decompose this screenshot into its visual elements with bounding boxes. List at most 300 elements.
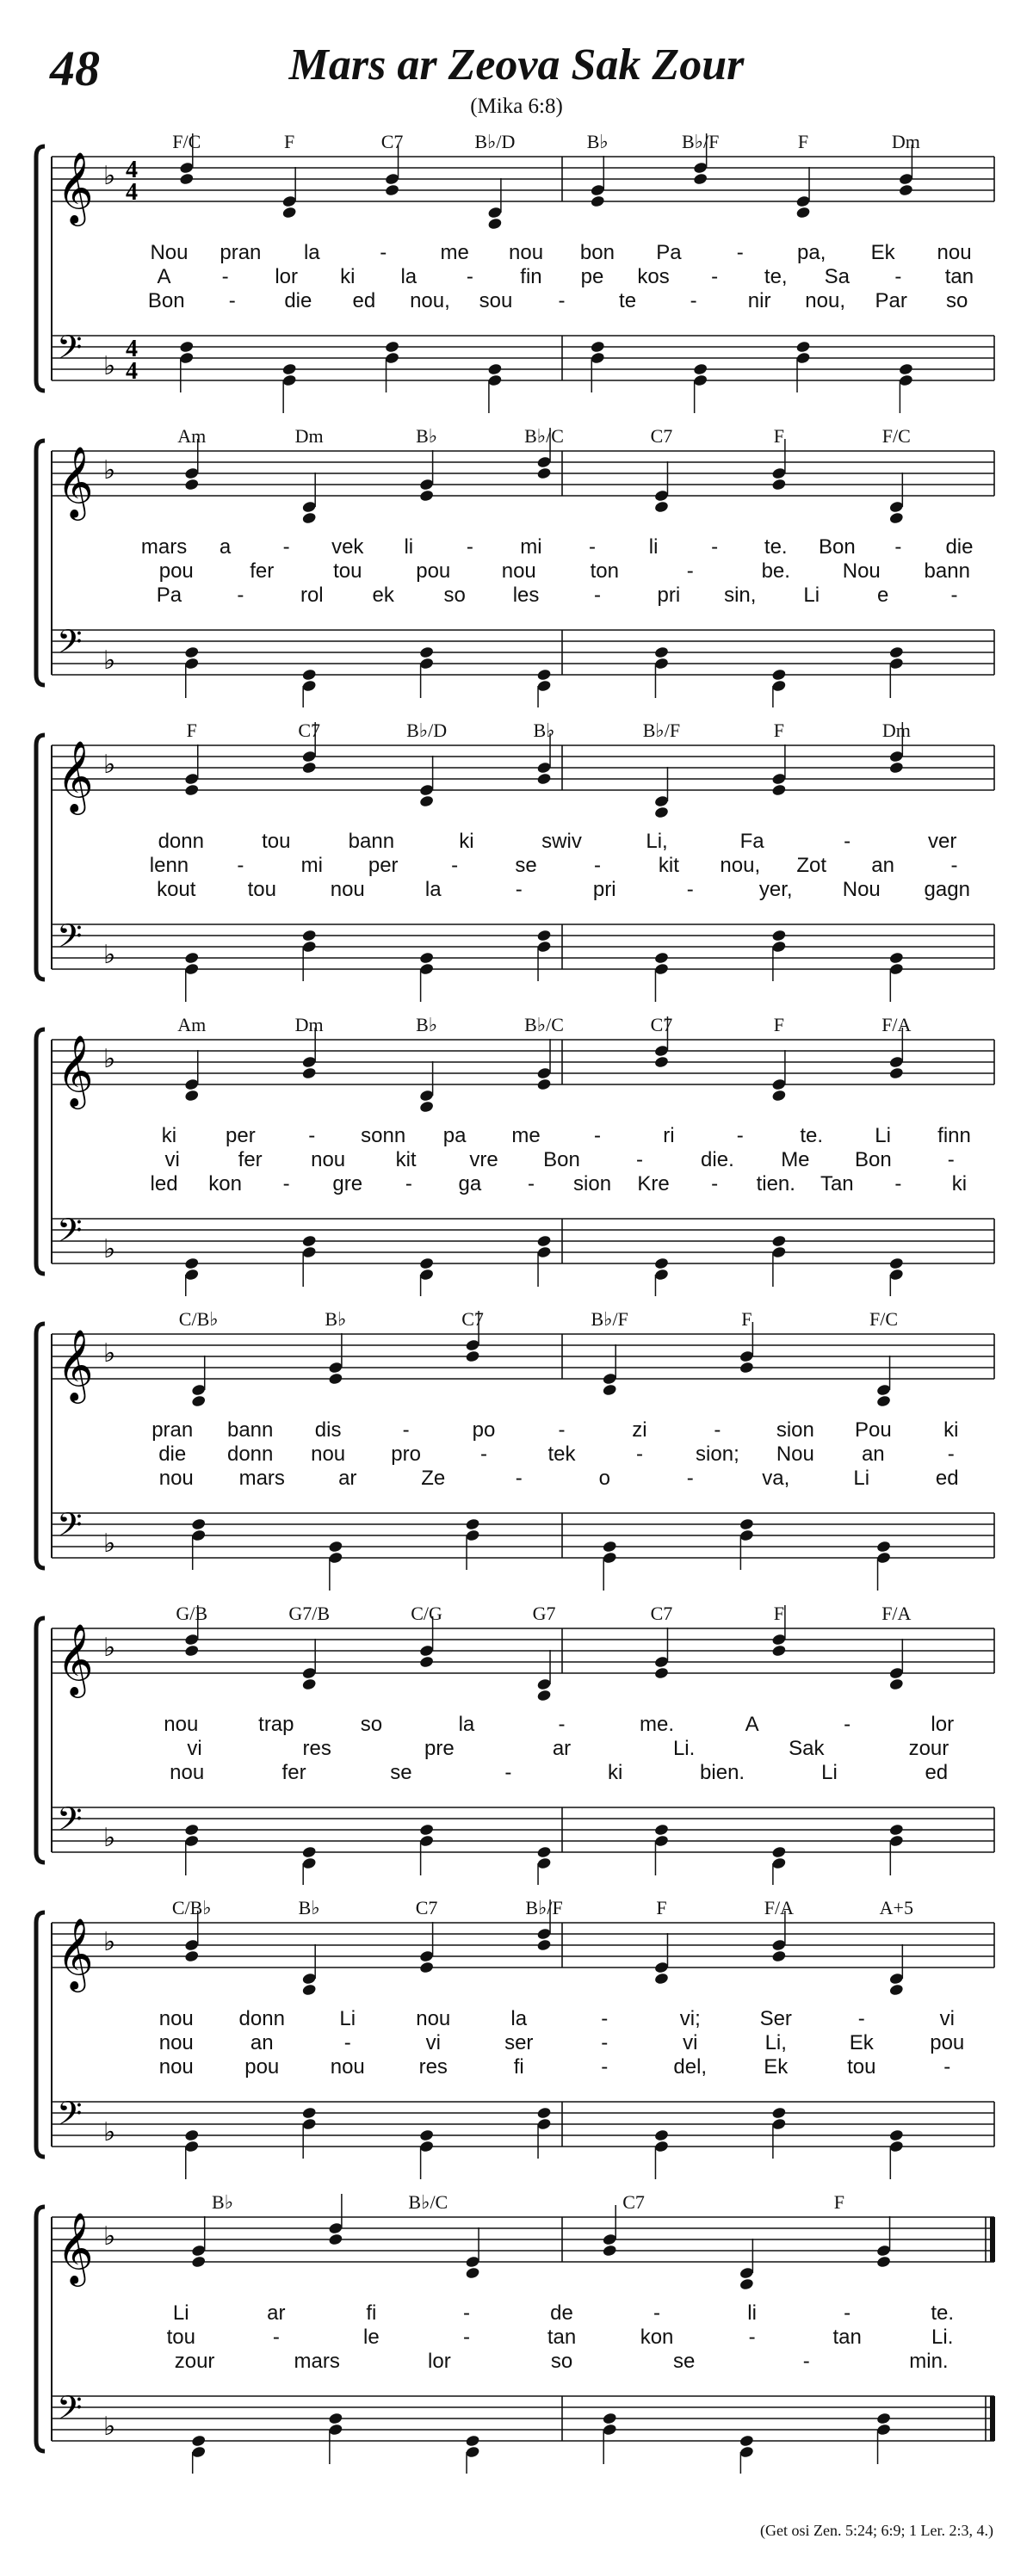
lyric-syllable: Bon (854, 1148, 892, 1171)
lyric-syllable: - (593, 584, 601, 607)
bass-clef-icon: 𝄢 (57, 1800, 83, 1846)
key-signature-flat-icon: ♭ (103, 1338, 116, 1368)
lyric-syllable: Li (853, 1467, 870, 1490)
lyric-syllable: Bon (818, 535, 856, 559)
lyric-syllable: trap (258, 1713, 294, 1736)
lyric-syllable: fer (238, 1148, 263, 1171)
chord-symbol: B♭ (533, 720, 555, 741)
lyric-syllable: kon (640, 2326, 674, 2349)
note-head (654, 1972, 670, 1985)
lyric-syllable: fi (366, 2301, 377, 2325)
lyric-syllable: tan (547, 2326, 577, 2349)
hymn-number: 48 (50, 40, 100, 96)
note-head (301, 511, 317, 524)
lyric-syllable: - (228, 289, 236, 312)
lyric-syllable: vi (187, 1737, 202, 1760)
key-signature-flat-icon: ♭ (103, 2117, 116, 2147)
lyric-syllable: pe (580, 265, 604, 288)
bass-clef-icon: 𝄢 (57, 1211, 83, 1257)
lyric-syllable: - (943, 2055, 951, 2079)
chord-symbol: F (773, 1014, 785, 1035)
lyric-syllable: pou (930, 2031, 965, 2054)
note-head (693, 172, 708, 185)
staff-system (0, 2181, 1033, 2474)
lyric-syllable: mars (140, 535, 188, 559)
lyric-syllable: gre (332, 1172, 363, 1195)
lyric-syllable: me (511, 1124, 541, 1147)
key-signature-flat-icon: ♭ (103, 940, 116, 970)
lyric-syllable: - (736, 1124, 744, 1147)
lyric-syllable: ri (663, 1124, 675, 1147)
lyric-syllable: - (601, 2055, 609, 2079)
lyric-syllable: me. (640, 1713, 675, 1736)
treble-clef-icon: 𝄞 (57, 1622, 94, 1695)
lyric-syllable: zour (174, 2350, 215, 2373)
lyric-syllable: nou (330, 2055, 365, 2079)
lyric-syllable: te. (800, 1124, 824, 1147)
note-head (191, 1394, 207, 1407)
note-head (419, 951, 435, 964)
lyric-syllable: donn (158, 830, 204, 853)
lyric-syllable: A (157, 265, 171, 288)
key-signature-flat-icon: ♭ (103, 1927, 116, 1957)
chord-symbol: F (797, 131, 809, 152)
note-head (795, 206, 811, 219)
lyric-syllable: res (418, 2055, 448, 2079)
chord-symbol: B♭ (212, 2191, 234, 2213)
chord-symbol: B♭ (325, 1308, 347, 1330)
lyric-syllable: die (158, 1442, 187, 1466)
key-signature-flat-icon: ♭ (103, 351, 116, 381)
lyric-syllable: tou (847, 2055, 876, 2079)
note-head (536, 772, 552, 785)
staff-system (0, 1592, 1033, 1885)
lyric-syllable: tou (247, 878, 276, 901)
lyric-syllable: vek (331, 535, 364, 559)
chord-symbol: Dm (294, 1014, 324, 1035)
lyric-syllable: A (745, 1713, 759, 1736)
lyric-syllable: Li, (764, 2031, 787, 2054)
note-head (301, 2106, 317, 2119)
lyric-syllable: ver (928, 830, 957, 853)
note-head (281, 362, 297, 375)
music-system (0, 120, 1033, 413)
lyric-syllable: - (894, 1172, 902, 1195)
lyric-syllable: nou (416, 2007, 451, 2030)
lyric-syllable: - (947, 1148, 955, 1171)
note-head (888, 1257, 904, 1269)
lyric-syllable: - (690, 289, 697, 312)
bass-staff (52, 1211, 994, 1264)
system-bracket (36, 146, 45, 391)
lyric-syllable: - (405, 1172, 412, 1195)
note-head (590, 195, 605, 207)
lyric-syllable: - (343, 2031, 351, 2054)
chord-symbol: B♭/F (642, 720, 681, 741)
note-head (419, 1100, 435, 1113)
lyric-syllable: vi (683, 2031, 698, 2054)
note-head (876, 2255, 892, 2268)
lyric-syllable: pa (442, 1124, 467, 1147)
lyric-syllable: sou (479, 289, 513, 312)
lyric-syllable: lenn (149, 854, 189, 877)
note-head (301, 1234, 317, 1247)
lyric-syllable: lor (931, 1713, 955, 1736)
lyric-syllable: - (950, 854, 958, 877)
chord-symbol: F (186, 720, 197, 741)
lyric-syllable: bann (226, 1418, 274, 1442)
lyric-syllable: ki (951, 1172, 968, 1195)
note-head (184, 783, 200, 796)
lyric-syllable: - (527, 1172, 535, 1195)
chord-symbol: G7 (532, 1603, 556, 1624)
music-system (0, 1592, 1033, 1885)
lyric-syllable: sonn (361, 1124, 406, 1147)
lyric-syllable: Nou (842, 878, 881, 901)
time-signature-top: 4 (126, 157, 138, 183)
lyric-syllable: lor (428, 2350, 451, 2373)
lyric-syllable: - (714, 1418, 721, 1442)
lyric-syllable: - (736, 241, 744, 264)
lyric-syllable: nou (509, 241, 544, 264)
treble-clef-icon: 𝄞 (57, 1328, 94, 1400)
chord-symbol: B♭/C (524, 425, 564, 447)
lyric-syllable: pri (657, 584, 681, 607)
note-head (888, 951, 904, 964)
lyric-syllable: - (308, 1124, 316, 1147)
lyric-syllable: ar (338, 1467, 357, 1490)
note-head (465, 1517, 480, 1530)
note-head (536, 1078, 552, 1090)
lyric-syllable: te. (931, 2301, 955, 2325)
note-head (876, 1540, 892, 1553)
note-head (465, 2434, 480, 2447)
lyric-syllable: - (686, 1467, 694, 1490)
chord-symbol: C7 (461, 1308, 484, 1330)
lyric-syllable: kit (658, 854, 679, 877)
lyric-syllable: - (462, 2301, 470, 2325)
key-signature-flat-icon: ♭ (103, 1044, 116, 1074)
lyric-syllable: vre (469, 1148, 498, 1171)
lyric-syllable: de (550, 2301, 573, 2325)
lyric-syllable: yer, (758, 878, 793, 901)
lyric-syllable: mi (520, 535, 542, 559)
treble-clef-icon: 𝄞 (57, 739, 94, 812)
chord-symbol: F (773, 1603, 785, 1624)
treble-clef-icon: 𝄞 (57, 2211, 94, 2283)
lyric-syllable: pou (416, 559, 451, 583)
lyric-syllable: kos (637, 265, 670, 288)
chord-symbol: C7 (650, 1603, 673, 1624)
staff-system (0, 120, 1033, 413)
lyric-syllable: la (510, 2007, 528, 2030)
lyric-syllable: nou, (720, 854, 761, 877)
note-head (888, 1066, 904, 1079)
note-head (771, 1845, 787, 1858)
lyric-syllable: zi (632, 1418, 647, 1442)
chord-symbol: B♭ (416, 425, 438, 447)
lyric-syllable: die (284, 289, 312, 312)
note-head (602, 2244, 617, 2257)
lyric-syllable: Bon (147, 289, 185, 312)
lyric-syllable: li (648, 535, 659, 559)
lyric-syllable: - (653, 2301, 661, 2325)
note-head (328, 2233, 343, 2246)
note-head (419, 1257, 435, 1269)
note-head (654, 1055, 670, 1068)
lyric-syllable: Li (339, 2007, 356, 2030)
lyric-syllable: ek (372, 584, 394, 607)
note-head (487, 362, 503, 375)
key-signature-flat-icon: ♭ (103, 1529, 116, 1559)
lyric-syllable: donn (226, 1442, 274, 1466)
lyric-syllable: bann (924, 559, 970, 583)
lyric-syllable: Bon (543, 1148, 580, 1171)
lyric-syllable: le (363, 2326, 380, 2349)
chord-symbol: F (656, 1897, 667, 1918)
lyric-syllable: dis (314, 1418, 342, 1442)
note-head (771, 929, 787, 942)
note-head (771, 1089, 787, 1102)
lyric-syllable: pran (152, 1418, 194, 1442)
lyric-syllable: - (593, 1124, 601, 1147)
lyric-syllable: pre (424, 1737, 455, 1760)
note-head (184, 1089, 200, 1102)
lyric-syllable: bien. (700, 1761, 745, 1784)
lyric-syllable: Pa (656, 241, 682, 264)
chord-symbol: F (741, 1308, 752, 1330)
lyric-syllable: - (635, 1148, 643, 1171)
note-head (419, 646, 435, 658)
lyric-syllable: - (558, 289, 566, 312)
lyric-syllable: tan (944, 265, 974, 288)
lyric-syllable: li (404, 535, 414, 559)
lyric-syllable: pa, (797, 241, 826, 264)
note-head (179, 340, 195, 353)
chord-symbol: F (284, 131, 295, 152)
system-bracket (36, 441, 45, 685)
lyric-syllable: - (844, 830, 851, 853)
note-head (191, 2434, 207, 2447)
chord-symbol: C/G (411, 1603, 442, 1624)
chord-symbol: Dm (891, 131, 920, 152)
lyric-syllable: nou (164, 1713, 199, 1736)
lyric-syllable: Kre (637, 1172, 670, 1195)
lyric-syllable: so (360, 1713, 383, 1736)
lyric-syllable: - (711, 1172, 719, 1195)
note-head (693, 362, 708, 375)
system-bracket (36, 2207, 45, 2451)
lyric-syllable: sion; (696, 1442, 739, 1466)
lyric-syllable: Nou (150, 241, 189, 264)
lyric-syllable: Par (875, 289, 907, 312)
lyric-syllable: te. (764, 535, 788, 559)
lyric-syllable: die (945, 535, 974, 559)
lyric-syllable: - (844, 1713, 851, 1736)
note-head (419, 1961, 435, 1974)
note-head (301, 1066, 317, 1079)
lyric-syllable: - (635, 1442, 643, 1466)
lyric-syllable: - (466, 535, 473, 559)
lyric-syllable: pou (158, 559, 194, 583)
chord-symbol: F (773, 425, 785, 447)
lyric-syllable: - (593, 854, 601, 877)
chord-symbol: C/B♭ (178, 1308, 219, 1330)
lyric-syllable: Li. (931, 2326, 954, 2349)
lyric-syllable: nou (158, 2055, 194, 2079)
lyric-syllable: Nou (776, 1442, 814, 1466)
lyric-syllable: vi; (679, 2007, 701, 2030)
bass-clef-icon: 𝄢 (57, 622, 83, 669)
note-head (419, 1823, 435, 1836)
chord-symbol: C7 (298, 720, 321, 741)
note-head (876, 2412, 892, 2425)
lyric-syllable: tan (832, 2326, 862, 2349)
lyric-syllable: nir (747, 289, 771, 312)
lyric-syllable: - (947, 1442, 955, 1466)
chord-symbol: Dm (881, 720, 911, 741)
chord-symbol: F/C (881, 425, 911, 447)
note-head (888, 1677, 904, 1690)
bass-staff (52, 328, 994, 385)
bass-clef-icon: 𝄢 (57, 1505, 83, 1552)
lyric-syllable: ar (552, 1737, 572, 1760)
bass-clef-icon: 𝄢 (57, 328, 83, 374)
note-head (487, 217, 503, 230)
chord-symbol: B♭/C (524, 1014, 564, 1035)
chord-symbol: B♭ (586, 131, 609, 152)
lyric-syllable: - (686, 878, 694, 901)
note-head (654, 500, 670, 513)
note-head (888, 2128, 904, 2141)
note-head (301, 1845, 317, 1858)
chord-symbol: B♭/D (406, 720, 448, 741)
lyric-syllable: ar (267, 2301, 286, 2325)
lyric-syllable: Ek (764, 2055, 789, 2079)
system-bracket (36, 1912, 45, 2157)
note-head (536, 1938, 552, 1951)
lyric-syllable: va, (762, 1467, 790, 1490)
system-bracket (36, 1618, 45, 1863)
note-head (184, 2128, 200, 2141)
treble-staff (52, 2211, 994, 2287)
lyric-syllable: - (950, 584, 958, 607)
key-signature-flat-icon: ♭ (103, 1633, 116, 1663)
note-head (191, 1517, 207, 1530)
lyric-syllable: la (458, 1713, 475, 1736)
lyric-syllable: fi (513, 2055, 524, 2079)
lyric-syllable: Li. (672, 1737, 696, 1760)
lyric-syllable: donn (238, 2007, 285, 2030)
lyric-syllable: bon (579, 241, 615, 264)
lyric-syllable: o (598, 1467, 610, 1490)
lyric-syllable: - (748, 2326, 756, 2349)
lyric-syllable: - (272, 2326, 280, 2349)
note-head (465, 1350, 480, 1362)
note-head (898, 183, 913, 196)
chord-symbol: Am (177, 425, 207, 447)
lyric-syllable: per (368, 854, 399, 877)
lyric-syllable: nou (170, 1761, 205, 1784)
note-head (301, 761, 317, 774)
note-head (888, 1823, 904, 1836)
system-bracket (36, 735, 45, 979)
lyric-syllable: - (711, 535, 719, 559)
note-head (888, 761, 904, 774)
lyric-syllable: - (466, 265, 473, 288)
note-head (301, 668, 317, 681)
lyric-syllable: la (424, 878, 442, 901)
lyric-syllable: nou (501, 559, 536, 583)
lyric-syllable: li (747, 2301, 757, 2325)
lyric-syllable: Nou (842, 559, 881, 583)
lyric-syllable: so (946, 289, 968, 312)
lyric-syllable: lor (275, 265, 299, 288)
note-head (184, 1949, 200, 1962)
chord-symbol: Am (177, 1014, 207, 1035)
note-head (184, 478, 200, 491)
note-head (739, 2277, 754, 2290)
bass-clef-icon: 𝄢 (57, 2388, 83, 2435)
lyric-syllable: Sak (789, 1737, 825, 1760)
lyric-syllable: ki (340, 265, 356, 288)
note-head (301, 1983, 317, 1996)
lyric-syllable: mars (238, 1467, 285, 1490)
lyric-syllable: bann (348, 830, 395, 853)
lyric-syllable: la (400, 265, 418, 288)
lyric-syllable: - (462, 2326, 470, 2349)
note-head (654, 2128, 670, 2141)
lyric-syllable: - (515, 878, 523, 901)
lyric-syllable: Me (781, 1148, 810, 1171)
lyric-syllable: ed (925, 1761, 949, 1784)
system-bracket (36, 1029, 45, 1274)
note-head (385, 340, 400, 353)
treble-clef-icon: 𝄞 (57, 1034, 94, 1106)
note-head (888, 511, 904, 524)
lyric-syllable: ed (352, 289, 376, 312)
lyric-syllable: les (512, 584, 540, 607)
note-head (739, 2434, 754, 2447)
lyric-syllable: an (861, 1442, 885, 1466)
hymn-title: Mars ar Zeova Sak Zour (288, 40, 745, 90)
chord-symbol: B♭ (298, 1897, 320, 1918)
lyric-syllable: se (672, 2350, 696, 2373)
lyric-syllable: an (250, 2031, 274, 2054)
note-head (771, 478, 787, 491)
music-system (0, 1887, 1033, 2179)
note-head (654, 806, 670, 819)
chord-symbol: A+5 (879, 1897, 913, 1918)
lyric-syllable: so (443, 584, 466, 607)
lyric-syllable: pou (244, 2055, 280, 2079)
lyric-syllable: nou (158, 2031, 194, 2054)
lyric-syllable: te (619, 289, 637, 312)
chord-symbol: B♭/F (525, 1897, 563, 1918)
time-signature-bottom: 4 (126, 179, 138, 206)
lyric-syllable: Ze (421, 1467, 446, 1490)
lyric-syllable: fin (520, 265, 542, 288)
lyric-syllable: - (237, 854, 244, 877)
chord-symbol: F/A (764, 1897, 795, 1918)
chord-symbol: G7/B (288, 1603, 331, 1624)
lyric-syllable: pran (220, 241, 262, 264)
chord-symbol: F/C (172, 131, 201, 152)
note-head (771, 1234, 787, 1247)
lyric-syllable: ser (504, 2031, 534, 2054)
note-head (328, 2412, 343, 2425)
music-system (0, 1298, 1033, 1591)
